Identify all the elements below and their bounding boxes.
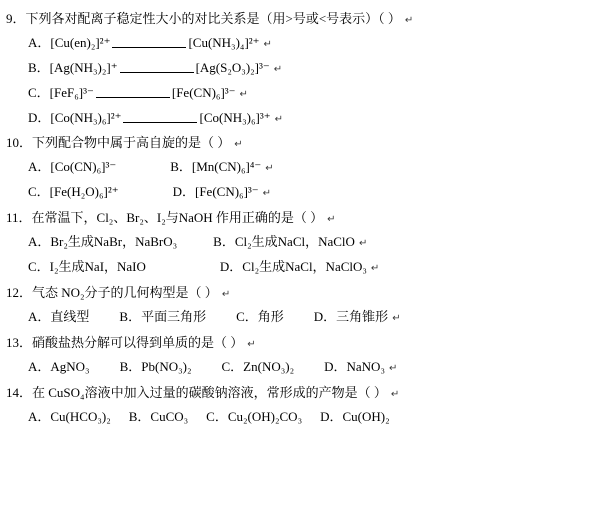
paragraph-mark: ↵ bbox=[234, 139, 243, 151]
question-stem-text: 11．在常温下，Cl₂、Br₂、I₂与NaOH 作用正确的是（ ） bbox=[6, 210, 324, 226]
question-block-9 bbox=[0, 6, 600, 130]
option-line bbox=[0, 31, 600, 56]
option-label: D． bbox=[219, 259, 243, 274]
option-text: [Co(CN)₆]³⁻ bbox=[50, 159, 117, 175]
question-stem bbox=[0, 130, 600, 155]
option-left-formula: [Cu(en)₂]²⁺ bbox=[50, 35, 111, 51]
option-text: 三角锥形 bbox=[336, 308, 389, 324]
option-text: [Mn(CN)₆]⁴⁻ bbox=[191, 159, 262, 175]
option-line bbox=[0, 81, 600, 106]
option-label: D． bbox=[324, 358, 347, 374]
question-stem-text: 9．下列各对配离子稳定性大小的对比关系是（用>号或<号表示）（ ） bbox=[6, 11, 401, 26]
paragraph-mark: ↵ bbox=[388, 362, 398, 374]
option-label: B． bbox=[213, 234, 235, 250]
answer-blank[interactable] bbox=[120, 60, 194, 73]
paragraph-mark: ↵ bbox=[370, 263, 380, 274]
option-label: D． bbox=[313, 308, 337, 324]
option-label: C． bbox=[221, 358, 244, 374]
option-right-formula: [Co(NH₃)₆]³⁺ bbox=[199, 109, 271, 125]
question-block-12 bbox=[0, 280, 600, 330]
option-left-formula: [Ag(NH₃)₂]⁺ bbox=[49, 59, 118, 75]
option-line bbox=[0, 305, 600, 330]
option-label: A． bbox=[28, 159, 51, 175]
question-stem bbox=[0, 380, 600, 405]
option-text: Zn(NO₃)₂ bbox=[243, 358, 295, 374]
option-label: B． bbox=[128, 408, 151, 424]
option-left-formula: [Co(NH₃)₆]²⁺ bbox=[50, 109, 122, 125]
option-label: C． bbox=[206, 408, 228, 424]
question-block-13 bbox=[0, 330, 600, 380]
option-label: D． bbox=[320, 408, 343, 424]
option-label: A． bbox=[28, 234, 51, 250]
option-right-formula: [Cu(NH₃)₄]²⁺ bbox=[188, 35, 260, 51]
option-label: B． bbox=[119, 358, 142, 374]
paragraph-mark: ↵ bbox=[239, 88, 248, 100]
option-label: B． bbox=[28, 59, 50, 75]
option-right-formula: [Ag(S₂O₃)₂]³⁻ bbox=[195, 59, 270, 75]
option-label: A． bbox=[28, 308, 51, 324]
paragraph-mark: ↵ bbox=[404, 15, 414, 26]
question-stem-text: 13．硝酸盐热分解可以得到单质的是（ ） bbox=[6, 334, 244, 350]
option-label: B． bbox=[119, 308, 142, 324]
option-label: A． bbox=[28, 358, 51, 374]
option-label: D． bbox=[172, 184, 195, 200]
paragraph-mark: ↵ bbox=[273, 63, 283, 75]
option-text: Cl₂生成NaCl，NaClO₃ bbox=[242, 259, 367, 274]
option-text: 直线型 bbox=[50, 308, 90, 324]
option-text: I₂生成NaI，NaIO bbox=[49, 259, 146, 274]
question-block-11 bbox=[0, 205, 600, 280]
option-text: [Fe(CN)₆]³⁻ bbox=[194, 184, 259, 200]
paragraph-mark: ↵ bbox=[221, 288, 231, 300]
option-label: C． bbox=[236, 308, 258, 324]
option-text: Pb(NO₃)₂ bbox=[141, 358, 192, 374]
question-block-10 bbox=[0, 130, 600, 205]
question-stem-text: 12．气态 NO₂分子的几何构型是（ ） bbox=[6, 284, 218, 300]
paragraph-mark: ↵ bbox=[392, 312, 401, 324]
option-label: C． bbox=[28, 259, 50, 274]
answer-blank[interactable] bbox=[112, 35, 186, 48]
question-stem bbox=[0, 6, 600, 31]
answer-blank[interactable] bbox=[123, 109, 197, 122]
option-right-formula: [Fe(CN)₆]³⁻ bbox=[171, 84, 236, 100]
paragraph-mark: ↵ bbox=[262, 188, 272, 200]
option-line bbox=[0, 230, 600, 255]
option-label: B． bbox=[170, 159, 192, 175]
paragraph-mark: ↵ bbox=[390, 388, 400, 400]
question-stem-text: 14．在 CuSO₄溶液中加入过量的碳酸钠溶液，常形成的产物是（ ） bbox=[6, 384, 387, 400]
option-text: 平面三角形 bbox=[141, 308, 207, 324]
option-text: Cl₂生成NaCl，NaClO bbox=[234, 234, 355, 250]
option-text: AgNO₃ bbox=[50, 358, 90, 374]
option-label: A． bbox=[28, 35, 51, 51]
option-line bbox=[0, 106, 600, 131]
option-line bbox=[0, 405, 600, 430]
option-label: A． bbox=[28, 408, 51, 424]
option-label: C． bbox=[28, 84, 50, 100]
option-line bbox=[0, 56, 600, 81]
option-label: D． bbox=[28, 109, 51, 125]
paragraph-mark: ↵ bbox=[247, 338, 256, 350]
option-line bbox=[0, 355, 600, 380]
paragraph-mark: ↵ bbox=[274, 113, 283, 125]
question-stem bbox=[0, 330, 600, 355]
question-stem bbox=[0, 280, 600, 305]
option-text: Cu(HCO₃)₂ bbox=[50, 408, 111, 424]
answer-blank[interactable] bbox=[96, 84, 170, 97]
option-text: Cu(OH)₂ bbox=[342, 408, 390, 424]
option-line bbox=[0, 180, 600, 205]
option-label: C． bbox=[28, 184, 50, 200]
option-text: Cu₂(OH)₂CO₃ bbox=[227, 408, 303, 424]
paragraph-mark: ↵ bbox=[263, 39, 272, 51]
paragraph-mark: ↵ bbox=[265, 163, 274, 175]
question-block-14 bbox=[0, 380, 600, 430]
option-text: NaNO₃ bbox=[346, 358, 385, 374]
question-stem-text: 10．下列配合物中属于高自旋的是（ ） bbox=[6, 135, 231, 151]
option-line bbox=[0, 155, 600, 180]
option-left-formula: [FeF₆]³⁻ bbox=[49, 84, 94, 100]
option-text: [Fe(H₂O)₆]²⁺ bbox=[49, 184, 119, 200]
option-text: Br₂生成NaBr，NaBrO₃ bbox=[50, 234, 178, 250]
question-stem bbox=[0, 205, 600, 230]
option-text: CuCO₃ bbox=[150, 408, 189, 424]
option-line bbox=[0, 255, 600, 280]
paragraph-mark: ↵ bbox=[358, 238, 368, 250]
option-text: 角形 bbox=[257, 308, 284, 324]
paragraph-mark: ↵ bbox=[327, 214, 336, 226]
